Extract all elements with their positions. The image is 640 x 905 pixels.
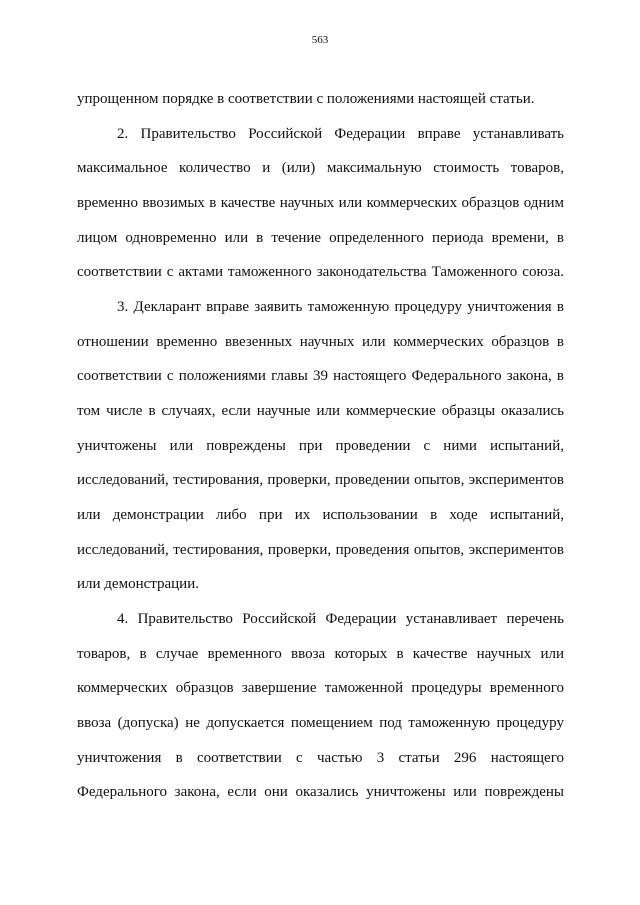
- text-line: уничтожены или повреждены при проведении с ними испытаний,: [77, 438, 564, 454]
- page-number: 563: [311, 34, 329, 46]
- text-line: исследований, тестирования, проверки, проведения опытов, экспериментов: [77, 542, 564, 558]
- text-line: товаров, в случае временного ввоза которых в качестве научных или: [77, 646, 564, 662]
- text-line: исследований, тестирования, проверки, проведении опытов, экспериментов: [77, 472, 564, 488]
- text-line: или демонстрации либо при их использовании в ходе испытаний,: [77, 507, 564, 523]
- text-line: Федерального закона, если они оказались уничтожены или повреждены: [77, 784, 564, 800]
- text-line: соответствии с положениями главы 39 настоящего Федерального закона, в: [77, 368, 564, 384]
- text-line: временно ввозимых в качестве научных или коммерческих образцов одним: [77, 195, 564, 211]
- text-line: лицом одновременно или в течение определенного периода времени, в: [77, 230, 564, 246]
- text-line: ввоза (допуска) не допускается помещением под таможенную процедуру: [77, 715, 564, 731]
- text-line: отношении временно ввезенных научных или коммерческих образцов в: [77, 334, 564, 350]
- text-line: или демонстрации.: [77, 576, 199, 592]
- paragraph-2-first-line: 2. Правительство Российской Федерации вправе устанавливать: [117, 126, 564, 142]
- paragraph-4-first-line: 4. Правительство Российской Федерации устанавливает перечень: [117, 611, 564, 627]
- text-line: соответствии с актами таможенного законодательства Таможенного союза.: [77, 264, 564, 280]
- text-line: максимальное количество и (или) максимальную стоимость товаров,: [77, 160, 564, 176]
- text-line: упрощенном порядке в соответствии с положениями настоящей статьи.: [77, 91, 535, 107]
- text-line: уничтожения в соответствии с частью 3 статьи 296 настоящего: [77, 750, 564, 766]
- text-line: том числе в случаях, если научные или коммерческие образцы оказались: [77, 403, 564, 419]
- text-line: коммерческих образцов завершение таможенной процедуры временного: [77, 680, 564, 696]
- paragraph-3-first-line: 3. Декларант вправе заявить таможенную процедуру уничтожения в: [117, 299, 564, 315]
